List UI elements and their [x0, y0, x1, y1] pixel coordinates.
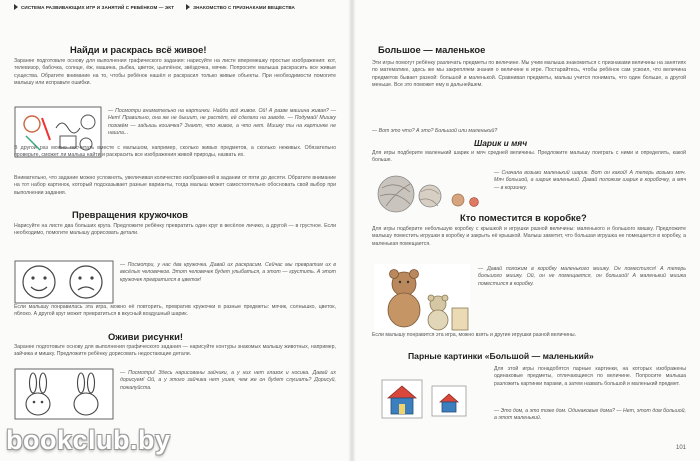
running-title: СИСТЕМА РАЗВИВАЮЩИХ ИГР И ЗАНЯТИЙ С РЕБЁНКОМ — ЭКТ — [21, 5, 175, 10]
section-title-animate: Оживи рисунки! — [108, 331, 183, 342]
section-title-ball: Шарик и мяч — [474, 138, 528, 148]
circles-faces-illustration — [14, 260, 114, 304]
section-note: Внимательно, что задание можно усложнять, увеличивая количество изображений в задании от пяти до десяти. Обратите внимание на тот набор картинок, который подсказывает разные варианты, тогда малыш может самостоятельно обосновать свой выбор при выполнении задания. — [14, 175, 336, 196]
section-title-find-alive: Найди и раскрась всё живое! — [70, 44, 207, 55]
section-intro: Для этой игры понадобятся парные картинки, на которых изображены одинаковые предметы, отличающиеся по величине. Попросите малыша разложить картинки парами, а затем назвать большой и маленький предмет. — [494, 366, 686, 387]
arrow-icon — [14, 4, 18, 10]
section-title-big-small: Большое — маленькое — [378, 44, 486, 55]
section-dialogue: — Давай положим в коробку маленького мишку. Он поместился! А теперь большого мишку. Ой, он не помещается, он большой! А маленький мишка поместился в коробку. — [478, 266, 686, 287]
section-intro: Нарисуйте на листе два больших круга. Предложите ребёнку превратить один круг в весёлое личико, а другой — в грустное. Если необходимо, помогите малышу дорисовать детали. — [14, 223, 336, 237]
left-page — [0, 0, 348, 461]
section-dialogue: — Вот это что? А это? Большой или маленький? — [372, 128, 498, 134]
page-number: 101 — [675, 445, 686, 451]
section-intro: Для игры подберите небольшую коробку с крышкой и игрушки разной величины: маленького и большого мишку. Предложите малышу поместить игрушки в коробку и закрыть её крышкой. Малыш заметит, что большая игрушка не помещается в коробку, а маленькая помещается. — [372, 226, 686, 247]
running-section: ЗНАКОМСТВО С ПРИЗНАКАМИ ВЕЩЕСТВА — [193, 5, 295, 10]
houses-cards-illustration — [380, 372, 480, 422]
running-head — [14, 4, 295, 14]
section-intro: Заранее подготовьте основу для выполнения графического задания: нарисуйте на листе вперемешку простые изображения: кот, телевизор, бабочка, солнце, ёж, машина, рыбка, цветок, цыплёнок, звёздочка, мячик. Попросите малыша раскрасить все живые существа. Обратите внимание на то, чтобы ребёнок нашёл и раскрасил только живые объекты. При необходимости помогите малышу или исправьте ошибки. — [14, 58, 336, 87]
bunnies-illustration — [14, 368, 114, 420]
section-dialogue: — Это дом, а это тоже дом. Одинаковые дома? — Нет, этот дом большой, а этот маленький. — [494, 408, 686, 422]
book-gutter — [348, 0, 356, 461]
teddy-bears-illustration — [374, 264, 470, 332]
section-title-circles: Превращения кружочков — [72, 209, 189, 220]
section-dialogue: — Сначала возьми маленький шарик. Вот он какой! А теперь возьми мяч. Мяч большой, а шарик маленький. Давай положим шарик в коробочку, а мяч — в корзинку. — [494, 170, 686, 191]
section-followup: Если малышу понравилась эта игра, можно её повторить, превратив кружочки в разные предметы: мячик, солнышко, цветок, яблоко. А другой круг может превратиться в вкусный воздушный шарик. — [14, 304, 336, 318]
section-dialogue: — Посмотри внимательно на картинки. Найди всё живое. Ой! А разве машина живая? — Нет! Правильно, она же не дышит, не растёт, её сделали на заводе. — Подумай! Мишку позовём — задышь кошечка? Знают, что живое, а что нет. Мишку ты на картинке не нашла... — [108, 108, 336, 137]
section-intro: Эти игры помогут ребёнку различать предметы по величине. Мы учим малыша знакомиться с признаками величины на занятиях по математике, здесь же мы закрепляем знания о величине в игре. Постарайтесь, чтобы ребёнок сам усвоил, что величина предметов бывает разной: большой и маленькой. Сравнивая предметы, малыш учится понимать, что один больше, а другой меньше. Все это поможет ему в дальнейшем. — [372, 60, 686, 89]
section-title-pair-cards: Парные картинки «Большой — маленький» — [408, 351, 594, 361]
yarn-balls-illustration — [374, 170, 484, 216]
section-followup: Если малышу понравится эта игра, можно взять и другие игрушки разной величины. — [372, 332, 577, 338]
watermark: bookclub.by — [6, 425, 171, 455]
section-dialogue: — Посмотри, у нас два кружочка. Давай их раскрасим. Сейчас мы превратим их в весёлых человечков. Этот человечек будет улыбаться, а этот — грустить. А этот кружочек превратился в цветок! — [120, 262, 336, 283]
section-followup: В другой раз можно посчитать вместе с малышом, например, сколько живых предметов, а сколько неживых. Обязательно проверьте, сможет ли малыш найти и раскрасить все изображения живой природы, назвать их. — [14, 145, 336, 159]
section-intro: Для игры подберите маленький шарик и мяч средней величины. Предложите малышу поиграть с ними и определить, какой больше. — [372, 150, 686, 164]
section-title-box: Кто поместится в коробке? — [460, 212, 587, 223]
section-dialogue: — Посмотри! Здесь нарисованы зайчики, а у них нет глазок и носика. Давай их дорисуем! Ой, а у этого зайчика нет ушек, чем же он будет слушать? Дорисуй, пожалуйста. — [120, 370, 336, 391]
arrow-icon — [186, 4, 190, 10]
right-page — [356, 0, 700, 461]
section-intro: Заранее подготовьте основу для выполнения графического задания — нарисуйте контуры знакомых малышу животных, например, зайчика и мишку. Предложите ребёнку дорисовать недостающие детали. — [14, 344, 336, 358]
